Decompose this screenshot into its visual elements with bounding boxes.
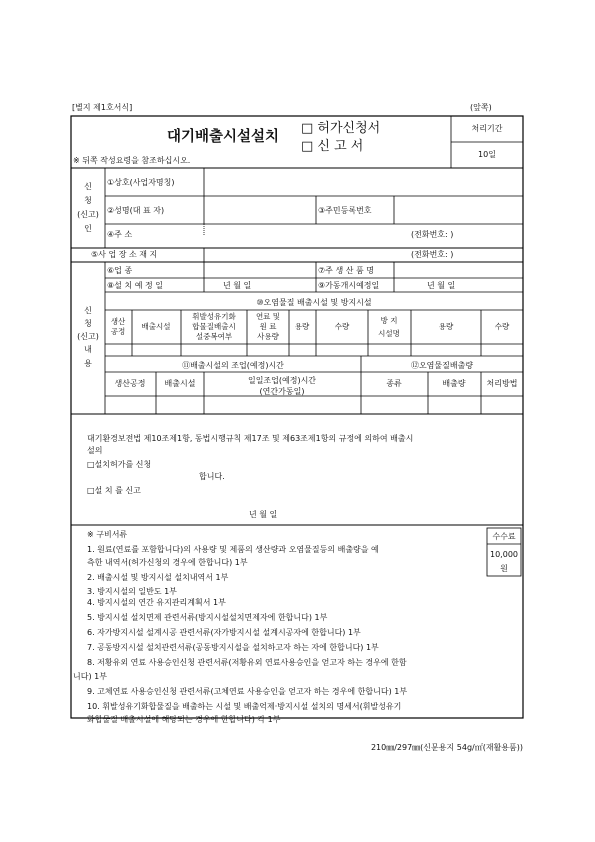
col-voc-3: 설중복여부 [195, 332, 233, 341]
required-docs-heading: ※ 구비서류 [87, 530, 128, 539]
site-location-label: ⑤사 업 장 소 재 지 [91, 250, 158, 259]
col-daily-hours: 일일조업(예정)시간 [247, 376, 317, 385]
application-date: 년 월 일 [249, 510, 278, 519]
site-phone: (전화번호: ) [411, 250, 454, 259]
operating-hours-title: ⑪배출시설의 조업(예정)시간 [182, 361, 284, 370]
report-checkbox[interactable]: □ 신 고 서 [301, 139, 364, 154]
legal-statement-line2: 설의 [87, 446, 103, 455]
install-date-value: 년 월 일 [223, 281, 252, 290]
col-prevention-2: 시설명 [378, 329, 400, 338]
col-voc-1: 휘발성유기화 [192, 312, 236, 321]
content-label-1: 신 [84, 306, 92, 315]
applicant-label-3: (신고) [77, 210, 99, 219]
col-annual-days: (연간가동일) [259, 387, 305, 396]
doc-item-1: 1. 원료(연료를 포함합니다)의 사용량 및 제품의 생산량과 오염물질등의 배출량을 예 [87, 545, 379, 554]
business-name-label: ①상호(사업자명칭) [107, 178, 175, 187]
permit-application-checkbox[interactable]: □ 허가신청서 [301, 121, 381, 136]
form-number: [별지 제1호서식] [72, 103, 133, 112]
doc-item-3: 3. 방지시설의 일반도 1부 [87, 587, 177, 596]
doc-item-2: 2. 배출시설 및 방지시설 설치내역서 1부 [87, 573, 229, 582]
install-permit-checkbox[interactable]: □설치허가를 신청 [87, 460, 152, 469]
page-side: (앞쪽) [470, 103, 492, 112]
col-capacity-1: 용량 [294, 322, 310, 331]
col-quantity-1: 수량 [334, 322, 350, 331]
resident-number-label: ③주민등록번호 [318, 206, 372, 215]
doc-item-8: 8. 저황유외 연료 사용승인신청 관련서류(저황유외 연료사용승인을 얻고자 하는 경우에 한함 [87, 658, 407, 667]
col-emission-facility: 배출시설 [141, 322, 171, 331]
doc-item-1b: 측한 내역서(허가신청의 경우에 한합니다) 1부 [87, 558, 248, 567]
processing-period-value: 10일 [478, 150, 496, 159]
doc-item-10b: 화합물질 배출시설에 해당되는 경우에 한합니다) 각 1부 [87, 715, 281, 724]
col-prevention-1: 방 지 [380, 316, 398, 325]
content-label-3: (신고) [77, 332, 99, 341]
install-date-label: ⑧설 치 예 정 일 [107, 281, 163, 290]
representative-label: ②성명(대 표 자) [107, 206, 165, 215]
form-title: 대기배출시설설치 [167, 129, 280, 145]
col-quantity-2: 수량 [494, 322, 510, 331]
emission-amount-title: ⑫오염물질배출량 [410, 361, 474, 370]
doc-item-7: 7. 공동방지시설 설치관련서류(공동방지시설을 설치하고자 하는 자에 한합니다) 1부 [87, 643, 379, 652]
applicant-label-2: 청 [84, 196, 92, 205]
doc-item-5: 5. 방지시설 설치면제 관련서류(방지시설설치면제자에 한합니다) 1부 [87, 613, 328, 622]
col-voc-2: 합물질배출시 [192, 322, 236, 331]
install-report-checkbox[interactable]: □설 치 를 신고 [87, 486, 141, 495]
doc-item-4: 4. 방지시설의 연간 유지관리계획서 1부 [87, 598, 226, 607]
statement-ending: 합니다. [199, 472, 225, 481]
legal-statement-line1: 대기환경보전법 제10조제1항, 동법시행규칙 제17조 및 제63조제1항의 규정에 의하여 배출시 [87, 434, 414, 443]
fee-currency: 원 [500, 564, 508, 573]
applicant-label-4: 인 [84, 224, 92, 233]
col-fuel-2: 원 료 [259, 322, 277, 331]
doc-item-6: 6. 자가방지시설 설계시공 관련서류(자가방지시설 설계시공자에 한합니다) 1부 [87, 628, 361, 637]
fee-amount: 10,000 [490, 550, 518, 559]
address-label: ④주 소 [107, 230, 133, 239]
col-treatment-method: 처리방법 [486, 379, 518, 388]
col-emission-facility-2: 배출시설 [164, 379, 196, 388]
col-process-2: 공정 [110, 327, 126, 336]
col-pollutant-type: 종류 [386, 379, 402, 388]
applicant-label-1: 신 [84, 182, 92, 191]
content-label-2: 청 [84, 319, 92, 328]
operation-date-label: ⑨가동개시예정일 [318, 281, 380, 290]
col-process-1: 생산 [110, 317, 126, 326]
operation-date-value: 년 월 일 [427, 281, 456, 290]
col-production-process: 생산공정 [114, 379, 146, 388]
doc-item-8b: 니다) 1부 [73, 672, 107, 681]
facility-section-title: ⑩오염물질 배출시설 및 방지시설 [256, 298, 372, 307]
main-product-label: ⑦주 생 산 품 명 [318, 266, 374, 275]
col-fuel-1: 연료 및 [255, 312, 281, 321]
application-form [71, 116, 523, 724]
col-capacity-2: 용량 [438, 322, 454, 331]
content-label-5: 용 [84, 359, 92, 368]
address-phone: (전화번호: ) [411, 230, 454, 239]
instruction-note: ※ 뒤쪽 작성요령을 참조하십시오. [73, 156, 191, 165]
content-label-4: 내 [84, 345, 92, 354]
doc-item-9: 9. 고체연료 사용승인신청 관련서류(고체연료 사용승인을 얻고자 하는 경우에 한합니다) 1부 [87, 687, 408, 696]
processing-period-label: 처리기간 [471, 124, 503, 133]
industry-label: ⑥업 종 [107, 266, 133, 275]
fee-label: 수수료 [492, 532, 516, 541]
col-fuel-3: 사용량 [257, 332, 279, 341]
paper-spec: 210㎜/297㎜(신문용지 54g/㎡(재활용품)) [370, 743, 523, 752]
doc-item-10: 10. 휘발성유기화합물질을 배출하는 시설 및 배출억제·방지시설 설치의 명세서(휘발성유기 [87, 702, 402, 711]
col-emission-amount: 배출량 [442, 379, 466, 388]
